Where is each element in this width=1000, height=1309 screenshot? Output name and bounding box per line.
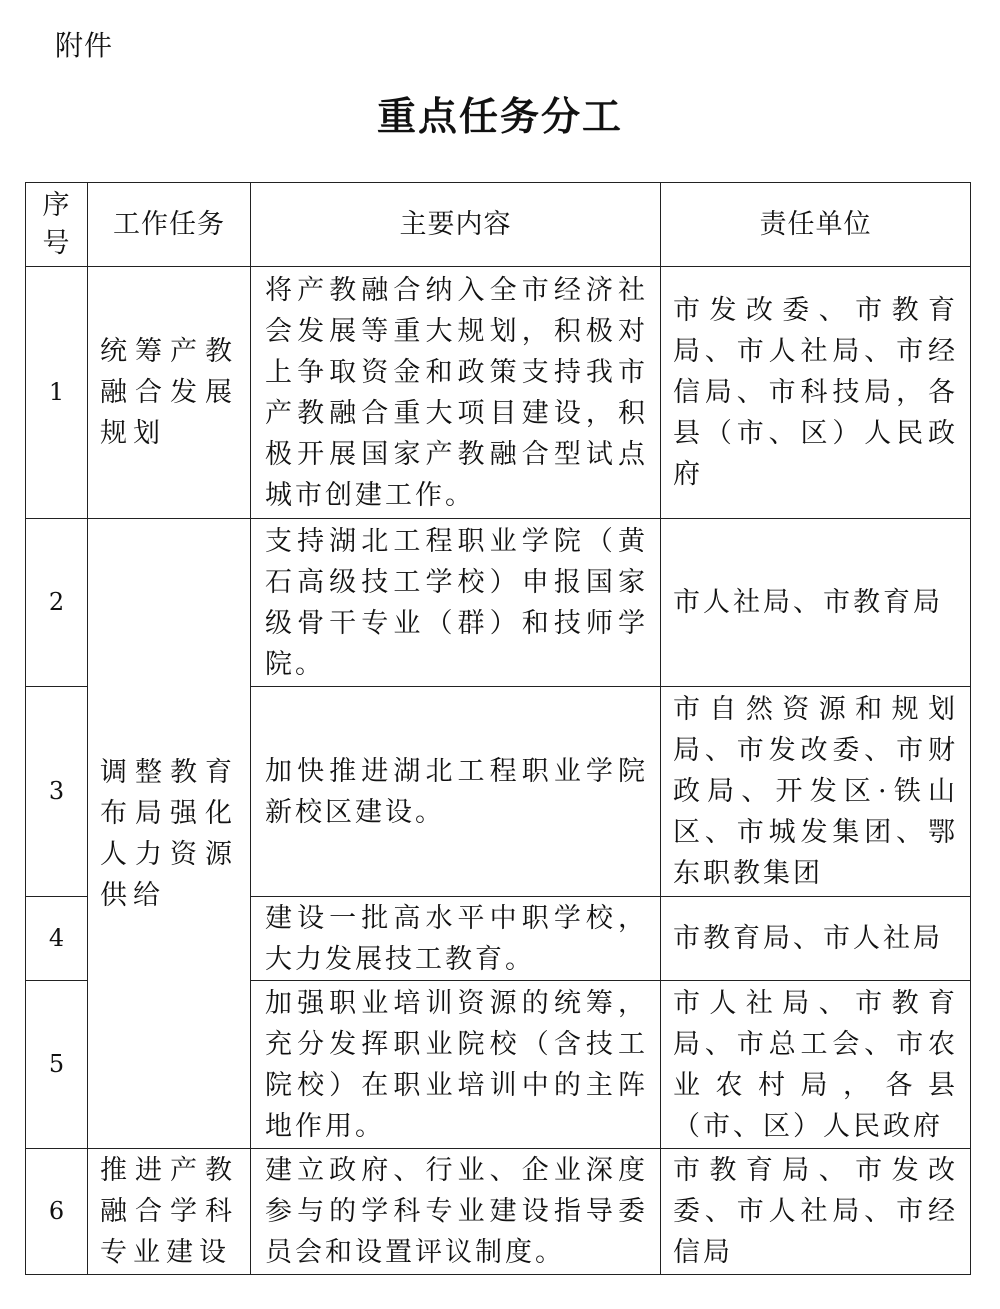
- table-row: [26, 519, 971, 687]
- unit-cell: 市自然资源和规划局、市发改委、市财政局、开发区·铁山区、市城发集团、鄂东职教集团: [661, 687, 971, 897]
- unit-cell: 市教育局、市发改委、市人社局、市经信局: [661, 1149, 971, 1275]
- task-table: [25, 182, 971, 1275]
- unit-cell: 市人社局、市教育局: [661, 519, 971, 687]
- task-cell: 统筹产教融合发展规划: [88, 267, 251, 519]
- table-header-row: [26, 183, 971, 267]
- content-cell: 加快推进湖北工程职业学院新校区建设。: [251, 687, 661, 897]
- row-number: 4: [26, 897, 88, 981]
- row-number: 6: [26, 1149, 88, 1275]
- unit-cell: 市人社局、市教育局、市总工会、市农业农村局，各县（市、区）人民政府: [661, 981, 971, 1149]
- content-cell: 建设一批高水平中职学校，大力发展技工教育。: [251, 897, 661, 981]
- unit-cell: 市发改委、市教育局、市人社局、市经信局、市科技局，各县（市、区）人民政府: [661, 267, 971, 519]
- attachment-label: 附件: [55, 29, 114, 62]
- task-cell: 调整教育布局强化人力资源供给: [88, 519, 251, 1149]
- content-cell: 加强职业培训资源的统筹，充分发挥职业院校（含技工院校）在职业培训中的主阵地作用。: [251, 981, 661, 1149]
- column-header-no: 序号: [26, 183, 88, 267]
- column-header-content: 主要内容: [251, 183, 661, 267]
- column-header-task: 工作任务: [88, 183, 251, 267]
- column-header-unit: 责任单位: [661, 183, 971, 267]
- table-row: [26, 1149, 971, 1275]
- content-cell: 支持湖北工程职业学院（黄石高级技工学校）申报国家级骨干专业（群）和技师学院。: [251, 519, 661, 687]
- unit-cell: 市教育局、市人社局: [661, 897, 971, 981]
- row-number: 2: [26, 519, 88, 687]
- row-number: 1: [26, 267, 88, 519]
- row-number: 5: [26, 981, 88, 1149]
- table-row: [26, 267, 971, 519]
- page-title: 重点任务分工: [376, 95, 623, 140]
- content-cell: 将产教融合纳入全市经济社会发展等重大规划，积极对上争取资金和政策支持我市产教融合重大项目建设，积极开展国家产教融合型试点城市创建工作。: [251, 267, 661, 519]
- content-cell: 建立政府、行业、企业深度参与的学科专业建设指导委员会和设置评议制度。: [251, 1149, 661, 1275]
- task-cell: 推进产教融合学科专业建设: [88, 1149, 251, 1275]
- row-number: 3: [26, 687, 88, 897]
